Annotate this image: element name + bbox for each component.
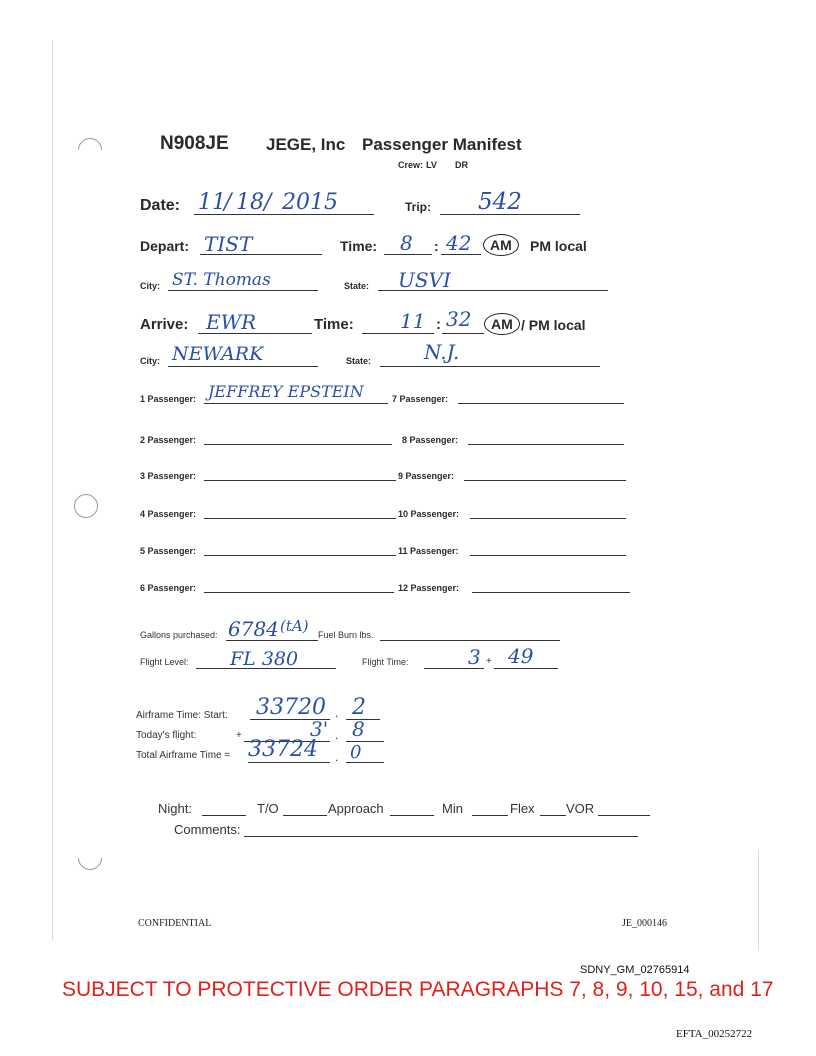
approach-label: Approach	[328, 801, 384, 816]
to-label: T/O	[257, 801, 279, 816]
date-day: 18	[236, 190, 264, 215]
flight-time-hours: 3	[468, 645, 481, 669]
fuel-burn-underline	[380, 640, 560, 641]
passenger-8-underline	[468, 444, 624, 445]
depart-am-selected: AM	[483, 234, 519, 256]
passenger-12-underline	[472, 592, 630, 593]
passenger-11-label: 11 Passenger:	[398, 546, 459, 556]
depart-hour: 8	[400, 231, 413, 255]
total-airframe-dot: .	[335, 750, 339, 764]
passenger-1-label: 1 Passenger:	[140, 394, 197, 404]
passenger-9-underline	[464, 480, 626, 481]
depart-city-underline	[168, 290, 318, 291]
depart-state-label: State:	[344, 281, 370, 291]
arrive-state: N.J.	[424, 340, 460, 364]
todays-flight-dot: .	[335, 728, 339, 742]
depart-time-colon: :	[434, 238, 439, 254]
punch-hole-top	[73, 133, 107, 167]
airframe-start-whole: 33720	[256, 695, 326, 720]
punch-hole-bottom	[73, 841, 107, 875]
page-right-edge	[758, 850, 759, 950]
crew-label: Crew:	[398, 160, 424, 170]
trip-label: Trip:	[405, 200, 431, 214]
total-airframe-underline	[248, 762, 330, 763]
total-airframe-label: Total Airframe Time =	[136, 750, 231, 761]
flex-underline	[540, 815, 566, 816]
vor-label: VOR	[566, 801, 595, 816]
page-title: Passenger Manifest	[362, 135, 522, 154]
night-label: Night:	[158, 801, 192, 816]
tail-number: N908JE	[160, 133, 229, 154]
comments-underline	[244, 836, 638, 837]
arrive-airport: EWR	[206, 310, 257, 334]
arrive-time-label: Time:	[314, 316, 354, 333]
trip-number: 542	[478, 189, 522, 215]
passenger-7-underline	[458, 403, 624, 404]
todays-flight-plus: +	[236, 730, 242, 741]
date-month: 11	[198, 190, 226, 215]
flex-label: Flex	[510, 801, 535, 816]
todays-flight-tenth: 8	[352, 717, 365, 741]
arrive-state-underline	[380, 366, 600, 367]
gallons-note: (tA)	[280, 617, 309, 635]
passenger-6-underline	[204, 592, 394, 593]
airframe-start-label: Airframe Time: Start:	[136, 710, 228, 721]
je-document-number: JE_000146	[622, 918, 667, 929]
passenger-5-underline	[204, 555, 396, 556]
todays-flight-whole: 3'	[310, 717, 329, 741]
crew-member-2: DR	[455, 160, 468, 170]
airframe-start-dot: .	[335, 706, 339, 720]
arrive-state-label: State:	[346, 356, 372, 366]
passenger-3-label: 3 Passenger:	[140, 471, 197, 481]
min-underline	[472, 815, 508, 816]
flight-time-minutes: 49	[508, 644, 534, 668]
depart-state: USVI	[398, 268, 451, 292]
flight-time-minutes-underline	[494, 668, 558, 669]
passenger-1-name: JEFFREY EPSTEIN	[208, 382, 364, 401]
arrive-am-selected: AM	[484, 313, 520, 335]
passenger-12-label: 12 Passenger:	[398, 583, 460, 593]
confidential-label: CONFIDENTIAL	[138, 918, 212, 929]
passenger-6-label: 6 Passenger:	[140, 583, 197, 593]
arrive-label: Arrive:	[140, 316, 189, 333]
comments-label: Comments:	[174, 822, 241, 837]
vor-underline	[598, 815, 650, 816]
flight-time-label: Flight Time:	[362, 657, 409, 667]
approach-underline	[390, 815, 434, 816]
gallons-purchased: 6784	[228, 617, 279, 641]
passenger-11-underline	[470, 555, 626, 556]
passenger-5-label: 5 Passenger:	[140, 546, 197, 556]
depart-city-label: City:	[140, 281, 160, 291]
flight-time-plus: +	[486, 656, 492, 667]
passenger-7-label: 7 Passenger:	[392, 394, 449, 404]
passenger-3-underline	[204, 480, 396, 481]
to-underline	[283, 815, 327, 816]
passenger-4-label: 4 Passenger:	[140, 509, 197, 519]
efta-number: EFTA_00252722	[676, 1028, 753, 1040]
crew-member-1: LV	[426, 160, 437, 170]
depart-airport: TIST	[204, 232, 253, 256]
arrive-time-colon: :	[436, 316, 441, 333]
arrive-min-underline	[442, 333, 484, 334]
passenger-2-underline	[204, 444, 392, 445]
passenger-9-label: 9 Passenger:	[398, 471, 455, 481]
total-airframe-whole: 33724	[248, 737, 318, 762]
date-sep-2: /	[264, 190, 272, 215]
min-label: Min	[442, 801, 463, 816]
fuel-burn-label: Fuel Burn lbs.	[318, 630, 374, 640]
depart-pm-local: PM local	[530, 238, 587, 254]
night-underline	[202, 815, 246, 816]
arrive-city: NEWARK	[172, 343, 264, 365]
arrive-city-underline	[168, 366, 318, 367]
sdny-bates-number: SDNY_GM_02765914	[580, 964, 690, 976]
gallons-label: Gallons purchased:	[140, 630, 218, 640]
passenger-10-label: 10 Passenger:	[398, 509, 460, 519]
airframe-start-tenth: 2	[352, 695, 366, 720]
date-sep-1: /	[224, 190, 232, 215]
arrive-minute: 32	[446, 307, 472, 331]
passenger-8-label: 8 Passenger:	[402, 435, 459, 445]
depart-city: ST. Thomas	[172, 270, 271, 290]
arrive-city-label: City:	[140, 356, 160, 366]
page-left-edge	[52, 40, 53, 940]
flight-level: FL 380	[230, 648, 299, 670]
arrive-pm-local: / PM local	[521, 317, 586, 333]
date-label: Date:	[140, 197, 181, 214]
flight-level-label: Flight Level:	[140, 657, 189, 667]
punch-hole-middle	[74, 494, 98, 518]
arrive-hour-underline	[362, 333, 434, 334]
todays-flight-label: Today's flight:	[136, 730, 197, 741]
protective-order-notice: SUBJECT TO PROTECTIVE ORDER PARAGRAPHS 7, 8, 9, 10, 15, and 17	[62, 978, 774, 1001]
total-airframe-tenth: 0	[350, 742, 362, 763]
company-name: JEGE, Inc	[266, 135, 346, 154]
depart-time-label: Time:	[340, 238, 378, 254]
arrive-hour: 11	[400, 309, 426, 333]
passenger-1-underline	[204, 403, 388, 404]
passenger-2-label: 2 Passenger:	[140, 435, 197, 445]
passenger-10-underline	[470, 518, 626, 519]
date-year: 2015	[282, 190, 338, 215]
passenger-4-underline	[204, 518, 396, 519]
depart-label: Depart:	[140, 238, 190, 254]
depart-minute: 42	[446, 231, 472, 255]
